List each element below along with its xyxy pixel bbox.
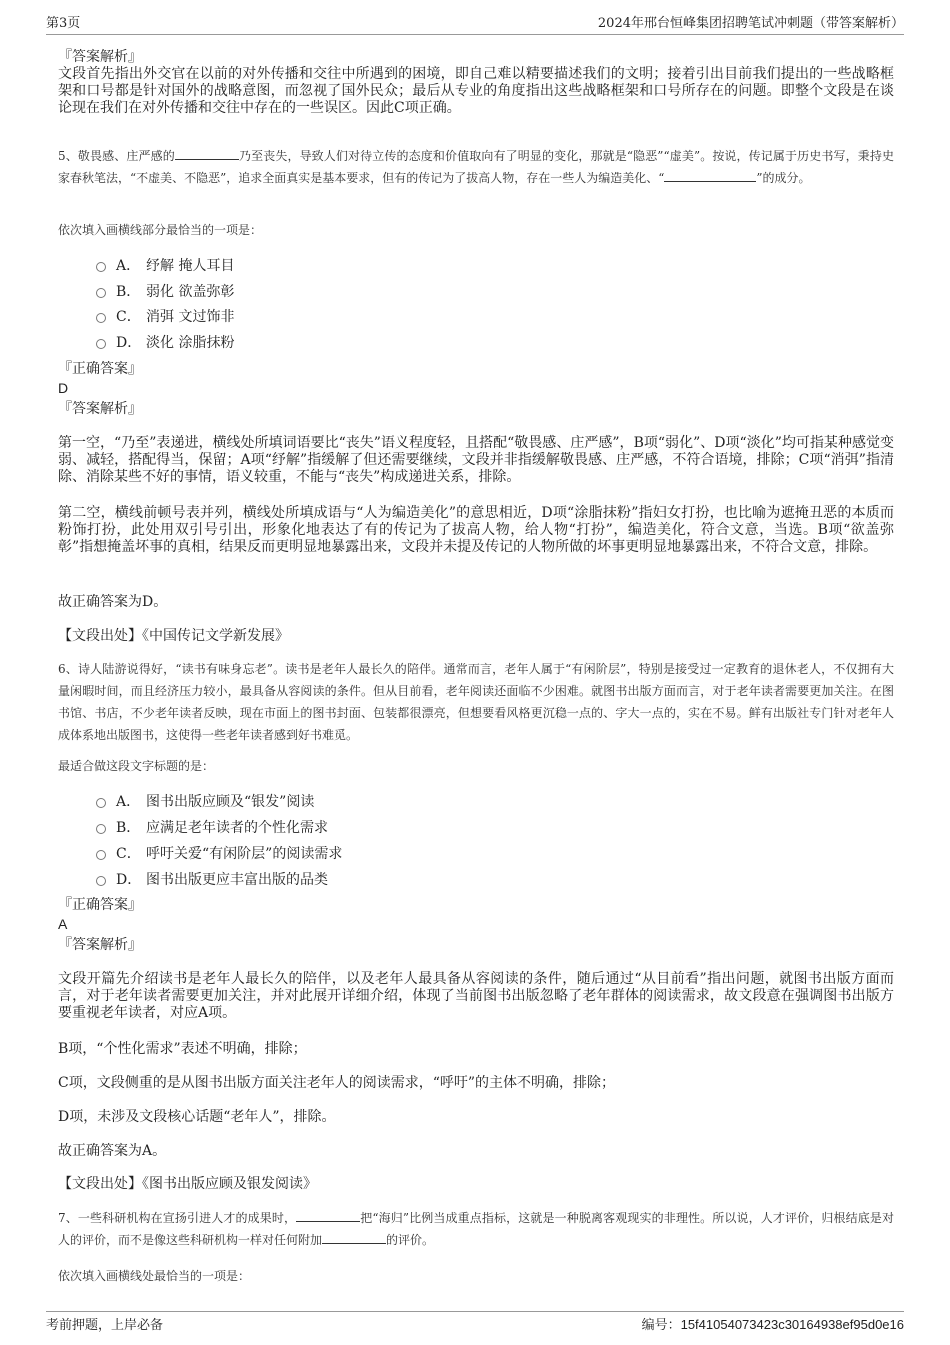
q6-analysis-5: 故正确答案为A。	[58, 1143, 167, 1159]
q6-source: 【文段出处】《图书出版应顾及银发阅读》	[58, 1176, 317, 1192]
q7-blank-2	[322, 1231, 386, 1244]
option-letter: A．	[116, 258, 141, 274]
page-footer	[46, 1311, 904, 1333]
radio-icon[interactable]	[96, 288, 106, 298]
q5-analysis-2: 第二空，横线前顿号表并列，横线处所填成语与“人为编造美化”的意思相近，D项“涂脂抹粉”指妇女打扮，也比喻为遮掩丑恶的本质而粉饰打扮，此处用双引号引出，形象化地表达了有的传记为了拔高人物，给人物“打扮”，编造美化，符合文意，当选。B项“欲盖弥彰”指想掩盖坏事的真相，结果反而更明显地暴露出来，文段并未提及传记的人物所做的坏事更明显地暴露出来，不符合文意，排除。	[58, 505, 894, 555]
q7-blank-1	[296, 1209, 360, 1222]
q6-analysis-4: D项，未涉及文段核心话题“老年人”，排除。	[58, 1109, 336, 1125]
option-text: 弱化 欲盖弥彰	[146, 284, 235, 300]
q7-prompt: 依次填入画横线处最恰当的一项是：	[58, 1269, 251, 1283]
option-text: 淡化 涂脂抹粉	[146, 335, 235, 351]
q5-stem-part: ”的成分。	[756, 171, 811, 185]
q5-stem-part: 乃至丧失，导致人们对待立传的态度和价值取向有了明显的变化，那就是“隐恶”“虚美”。按说，传记属于历史书写，秉持史家春秋笔法，“不虚美、不隐恶”，追求全面真实是基本要求，但有的传记为了拔高人物，存在一些人为编造美化、“	[58, 149, 894, 185]
q5-prompt: 依次填入画横线部分最恰当的一项是：	[58, 223, 263, 237]
q6-correct-answer: A	[58, 916, 68, 932]
q6-analysis-tag: 『答案解析』	[58, 937, 142, 953]
page-header	[46, 12, 904, 35]
q6-option-a[interactable]	[96, 791, 314, 811]
q7-stem-part: 把“海归”比例当成重点指标，这就是一种脱离客观现实的非理性。所以说，人才评价，归根结底是对人的评价，而不是像这些科研机构一样对任何附加	[58, 1211, 894, 1247]
radio-icon[interactable]	[96, 262, 106, 272]
page-number: 第3页	[46, 16, 81, 31]
option-text: 应满足老年读者的个性化需求	[146, 820, 328, 836]
q6-correct-tag: 『正确答案』	[58, 897, 142, 913]
q5-option-a[interactable]	[96, 255, 234, 275]
q6-option-d[interactable]	[96, 869, 328, 889]
q5-correct-tag: 『正确答案』	[58, 361, 142, 377]
q6-analysis-2: B项，“个性化需求”表述不明确，排除；	[58, 1041, 307, 1057]
radio-icon[interactable]	[96, 798, 106, 808]
radio-icon[interactable]	[96, 876, 106, 886]
option-text: 纾解 掩人耳目	[146, 258, 235, 274]
q5-stem-part: 5、敬畏感、庄严感的	[58, 149, 175, 163]
radio-icon[interactable]	[96, 339, 106, 349]
q5-correct-answer: D	[58, 380, 69, 396]
option-text: 呼吁关爱“有闲阶层”的阅读需求	[146, 846, 343, 862]
q6-stem: 6、诗人陆游说得好，“读书有味身忘老”。读书是老年人最长久的陪伴。通常而言，老年人属于“有闲阶层”，特别是接受过一定教育的退休老人，不仅拥有大量闲暇时间，而且经济压力较小，最具备从容阅读的条件。但从目前看，老年阅读还面临不少困难。就图书出版方面而言，对于老年读者需要更加关注。在图书馆、书店，不少老年读者反映，现在市面上的图书封面、包装都很漂亮，但想要看风格更沉稳一点的、字大一点的，实在不易。鲜有出版社专门针对老年人成体系地出版图书，这使得一些老年读者感到好书难觅。	[58, 662, 894, 742]
option-letter: C．	[116, 309, 141, 325]
document-title: 2024年邢台恒峰集团招聘笔试冲刺题（带答案解析）	[597, 16, 904, 31]
footer-code-label: 编号：	[641, 1318, 681, 1333]
q7-stem-part: 的评价。	[386, 1233, 435, 1247]
footer-code	[642, 1314, 904, 1333]
q5-stem	[58, 145, 894, 189]
q5-option-b[interactable]	[96, 281, 234, 301]
q5-blank-1	[175, 147, 239, 160]
q6-option-c[interactable]	[96, 843, 342, 863]
radio-icon[interactable]	[96, 313, 106, 323]
q6-prompt: 最适合做这段文字标题的是：	[58, 759, 215, 773]
option-text: 图书出版应顾及“银发”阅读	[146, 794, 315, 810]
q5-option-d[interactable]	[96, 332, 234, 352]
q6-analysis-3: C项，文段侧重的是从图书出版方面关注老年人的阅读需求，“呼吁”的主体不明确，排除；	[58, 1075, 616, 1091]
q7-stem	[58, 1207, 894, 1251]
option-letter: A．	[116, 794, 141, 810]
q6-analysis-1: 文段开篇先介绍读书是老年人最长久的陪伴，以及老年人最具备从容阅读的条件，随后通过“从目前看”指出问题，就图书出版方面而言，对于老年读者需要更加关注，并对此展开详细介绍，体现了当前图书出版忽略了老年群体的阅读需求，故文段意在强调图书出版方要重视老年读者，对应A项。	[58, 971, 894, 1021]
q4-analysis-tag: 『答案解析』	[58, 49, 142, 65]
radio-icon[interactable]	[96, 824, 106, 834]
q5-source: 【文段出处】《中国传记文学新发展》	[58, 628, 289, 644]
option-letter: D．	[116, 335, 142, 351]
option-letter: D．	[116, 872, 142, 888]
q7-stem-part: 7、一些科研机构在宣扬引进人才的成果时，	[58, 1211, 297, 1225]
q6-option-b[interactable]	[96, 817, 328, 837]
option-text: 消弭 文过饰非	[146, 309, 235, 325]
option-letter: B．	[116, 820, 141, 836]
q5-analysis-tag: 『答案解析』	[58, 401, 142, 417]
q5-option-c[interactable]	[96, 306, 234, 326]
footer-slogan: 考前押题，上岸必备	[46, 1318, 164, 1333]
q4-analysis: 文段首先指出外交官在以前的对外传播和交往中所遇到的困境，即自己难以精要描述我们的文明；接着引出目前我们提出的一些战略框架和口号都是针对国外的战略意图，而忽视了国外民众；最后从专业的角度指出这些战略框架和口号所存在的问题。即整个文段是在谈论现在我们在对外传播和交往中存在的一些误区。因此C项正确。	[58, 66, 894, 116]
q5-blank-2	[664, 169, 756, 182]
option-letter: C．	[116, 846, 141, 862]
option-letter: B．	[116, 284, 141, 300]
footer-code-value: 15f41054073423c30164938ef95d0e16	[680, 1317, 904, 1332]
option-text: 图书出版更应丰富出版的品类	[146, 872, 328, 888]
radio-icon[interactable]	[96, 850, 106, 860]
q5-analysis-3: 故正确答案为D。	[58, 594, 168, 610]
q5-analysis-1: 第一空，“乃至”表递进，横线处所填词语要比“丧失”语义程度轻，且搭配“敬畏感、庄严感”，B项“弱化”、D项“淡化”均可指某种感觉变弱、减轻，搭配得当，保留；A项“纾解”指缓解了但还需要继续，文段并非指缓解敬畏感、庄严感，不符合语境，排除；C项“消弭”指清除、消除某些不好的事情，语义较重，不能与“丧失”构成递进关系，排除。	[58, 435, 894, 485]
